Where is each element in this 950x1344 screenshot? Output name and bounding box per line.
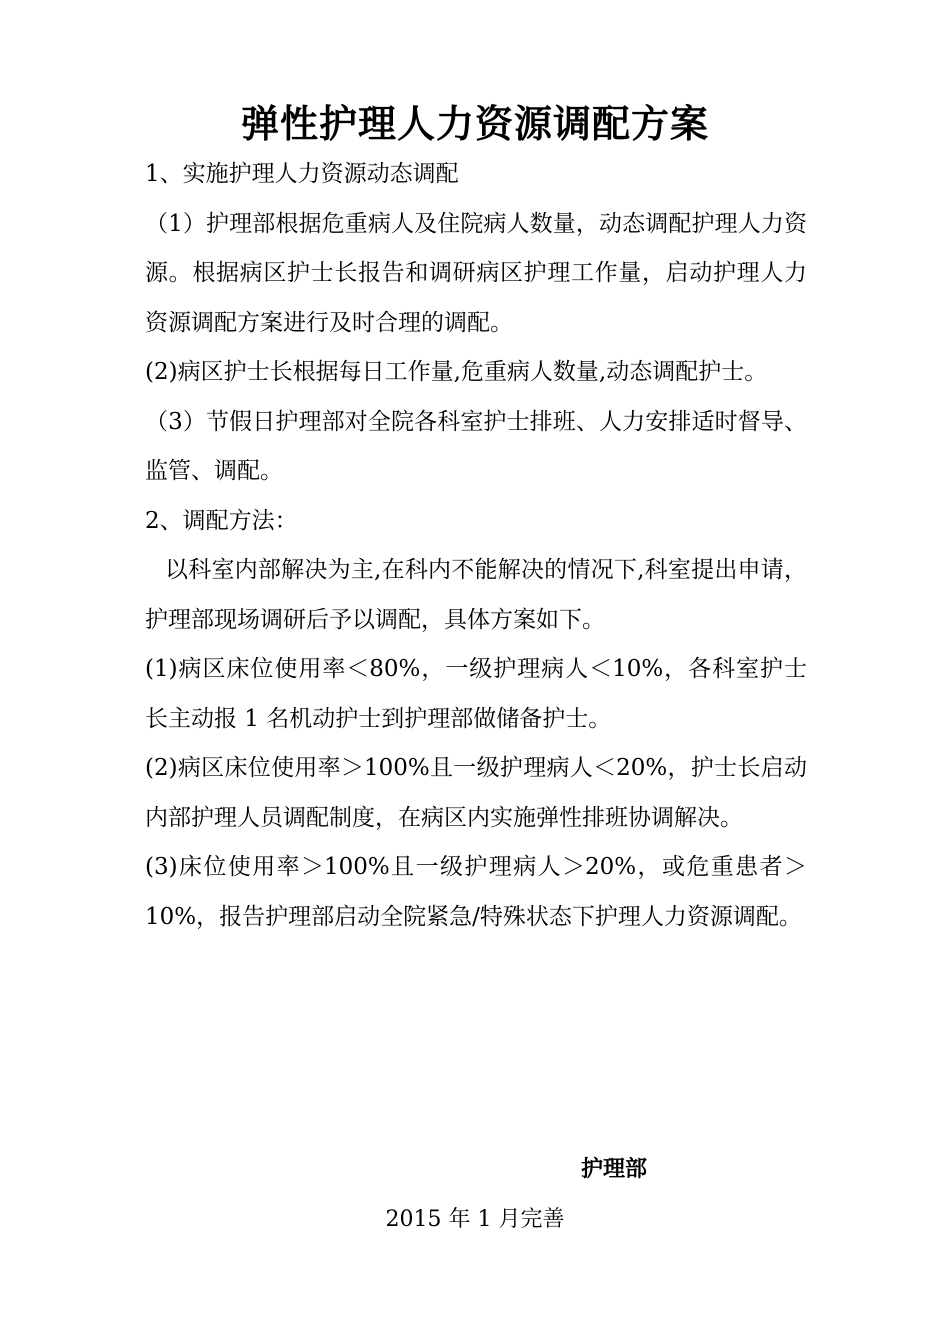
paragraph-1-2: (2)病区护士长根据每日工作量,危重病人数量,动态调配护士。 [145,359,768,385]
paragraph-2-1: (1)病区床位使用率＜80%，一级护理病人＜10%，各科室护士长主动报 1 名机动护士到护理部做储备护士。 [145,656,807,732]
signature-department: 护理部 [581,1157,648,1182]
document-body [145,150,807,942]
document-date: 2015 年 1 月完善 [385,1207,565,1232]
paragraph-2-2: (2)病区床位使用率＞100%且一级护理病人＜20%，护士长启动内部护理人员调配制度，在病区内实施弹性排班协调解决。 [145,755,807,831]
document-title: 弹性护理人力资源调配方案 [240,102,709,146]
paragraph-2-3: (3)床位使用率＞100%且一级护理病人＞20%，或危重患者＞10%，报告护理部启动全院紧急/特殊状态下护理人力资源调配。 [145,854,807,930]
paragraph-1-3: （3）节假日护理部对全院各科室护士排班、人力安排适时督导、监管、调配。 [145,408,807,484]
paragraph-1-1: （1）护理部根据危重病人及住院病人数量，动态调配护理人力资源。根据病区护士长报告和调研病区护理工作量，启动护理人力资源调配方案进行及时合理的调配。 [145,210,807,336]
section-heading-2: 2、调配方法： [145,507,298,534]
paragraph-2-intro: 以科室内部解决为主,在科内不能解决的情况下,科室提出申请，护理部现场调研后予以调配，具体方案如下。 [145,557,807,633]
section-heading-1: 1、实施护理人力资源动态调配 [145,161,459,187]
